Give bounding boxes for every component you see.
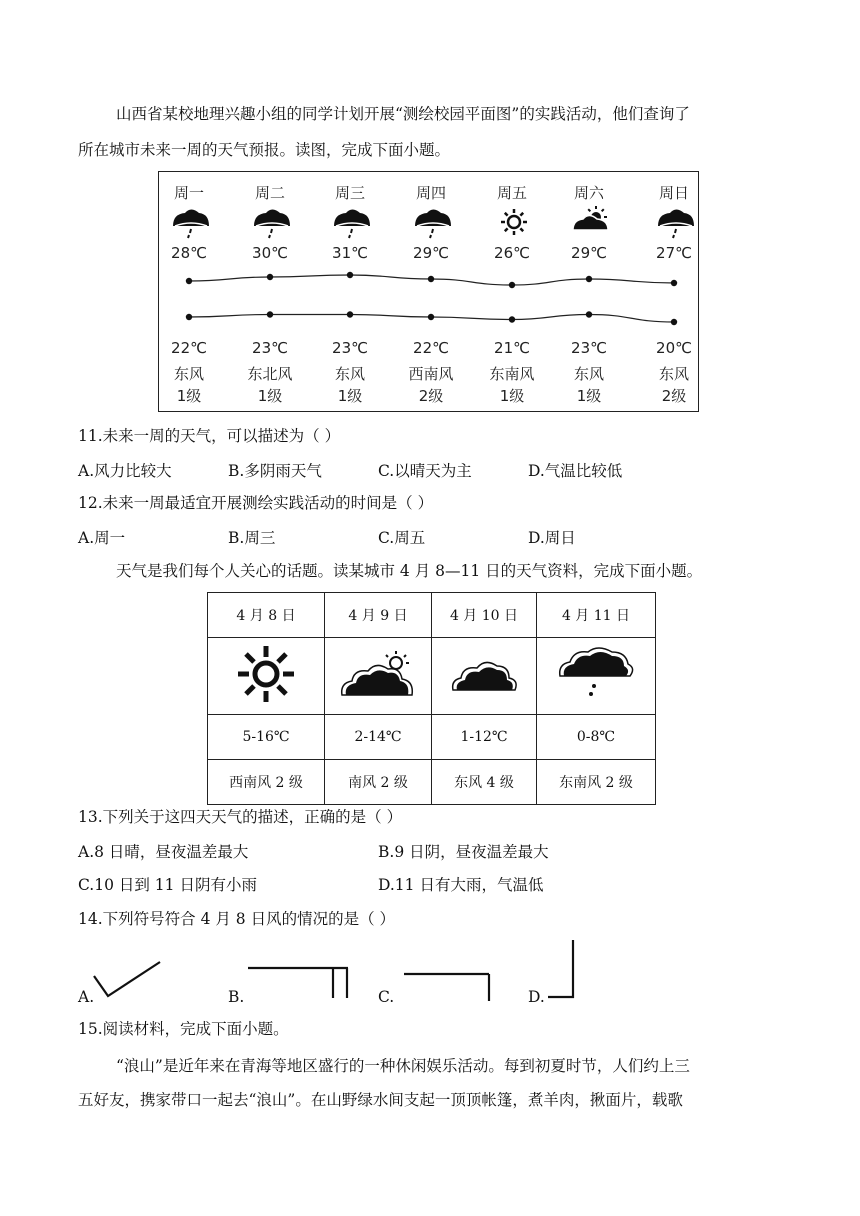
forecast-wind-dir-6: 东风: [573, 365, 605, 383]
q14-option-c[interactable]: C.: [378, 988, 395, 1006]
wind-cell-2: 南风 2 级: [325, 760, 432, 805]
date-cell-4: 4 月 11 日: [537, 593, 656, 638]
forecast-wind-dir-3: 东风: [334, 365, 366, 383]
forecast-wind-level-6: 1级: [576, 387, 602, 405]
forecast-day-7: 周日: [658, 184, 690, 202]
q13-option-d[interactable]: D.11 日有大雨，气温低: [378, 876, 544, 894]
forecast-wind-dir-2: 东北风: [247, 365, 293, 383]
forecast-day-5: 周五: [496, 184, 528, 202]
high-temp-point-4: [428, 276, 434, 282]
low-temp-point-5: [509, 316, 515, 322]
forecast-wind-level-3: 1级: [337, 387, 363, 405]
date-cell-1: 4 月 8 日: [208, 593, 325, 638]
q12-option-a[interactable]: A.周一: [78, 529, 126, 547]
forecast-low-label-1: 22℃: [171, 339, 207, 357]
q11-option-a[interactable]: A.风力比较大: [78, 462, 172, 480]
date-cell-2: 4 月 9 日: [325, 593, 432, 638]
icon-cell-4: [537, 638, 656, 715]
high-temp-point-1: [186, 278, 192, 284]
forecast-high-label-4: 29℃: [413, 244, 449, 262]
forecast-wind-dir-1: 东风: [173, 365, 205, 383]
temp-cell-3: 1-12℃: [432, 715, 537, 760]
low-temp-point-7: [671, 319, 677, 325]
high-temp-point-7: [671, 280, 677, 286]
low-temp-point-3: [347, 311, 353, 317]
q14-option-d[interactable]: D.: [528, 988, 545, 1006]
icon-cell-2: [325, 638, 432, 715]
low-temp-point-6: [586, 311, 592, 317]
forecast-low-label-2: 23℃: [252, 339, 288, 357]
forecast-wind-dir-4: 西南风: [408, 365, 454, 383]
forecast-day-6: 周六: [573, 184, 605, 202]
high-temp-point-6: [586, 276, 592, 282]
q13-stem: 13.下列关于这四天天气的描述，正确的是（ ）: [78, 808, 403, 826]
forecast-wind-level-4: 2级: [418, 387, 444, 405]
table-row-dates: [208, 593, 656, 638]
temp-cell-4: 0-8℃: [537, 715, 656, 760]
forecast-day-3: 周三: [334, 184, 366, 202]
icon-cell-1: [208, 638, 325, 715]
q13-option-c[interactable]: C.10 日到 11 日阴有小雨: [78, 876, 257, 894]
forecast-high-label-3: 31℃: [332, 244, 368, 262]
q12-stem: 12.未来一周最适宜开展测绘实践活动的时间是（ ）: [78, 494, 434, 512]
wind-symbol-d-icon[interactable]: [546, 938, 578, 1000]
forecast-day-1: 周一: [173, 184, 205, 202]
rain-cloud-icon: [254, 210, 290, 239]
sun-icon: [236, 644, 296, 704]
forecast-low-label-7: 20℃: [656, 339, 692, 357]
forecast-day-2: 周二: [254, 184, 286, 202]
forecast-high-label-7: 27℃: [656, 244, 692, 262]
partly-cloudy-icon: [338, 649, 418, 699]
low-temp-point-2: [267, 311, 273, 317]
icon-cell-3: [432, 638, 537, 715]
forecast-svg: [159, 172, 700, 413]
forecast-wind-level-1: 1级: [176, 387, 202, 405]
forecast-low-label-3: 23℃: [332, 339, 368, 357]
q14-option-a[interactable]: A.: [78, 988, 95, 1006]
rain-cloud-icon: [173, 210, 209, 239]
wind-cell-1: 西南风 2 级: [208, 760, 325, 805]
rain-cloud-icon: [334, 210, 370, 239]
table-row-icons: [208, 638, 656, 715]
q11-stem: 11.未来一周的天气，可以描述为（ ）: [78, 427, 341, 445]
q11-option-c[interactable]: C.以晴天为主: [378, 462, 472, 480]
table-row-winds: [208, 760, 656, 805]
high-temp-point-2: [267, 274, 273, 280]
weather-table: [207, 592, 656, 805]
table-row-temps: [208, 715, 656, 760]
q14-option-b[interactable]: B.: [228, 988, 245, 1006]
rain-cloud-icon: [658, 210, 694, 239]
low-temp-point-1: [186, 314, 192, 320]
forecast-low-label-4: 22℃: [413, 339, 449, 357]
cloudy-icon: [449, 654, 519, 694]
rain-cloud-icon: [556, 644, 636, 704]
wind-symbol-c-icon[interactable]: [402, 970, 494, 1002]
weekly-forecast-chart: [158, 171, 699, 412]
q15-material-line-2: 五好友，携家带口一起去“浪山”。在山野绿水间支起一顶顶帐篷，煮羊肉，揪面片，载歌: [78, 1091, 683, 1109]
q12-option-b[interactable]: B.周三: [228, 529, 276, 547]
forecast-wind-dir-7: 东风: [658, 365, 690, 383]
q15-material-line-1: “浪山”是近年来在青海等地区盛行的一种休闲娱乐活动。每到初夏时节，人们约上三: [116, 1057, 690, 1075]
q14-stem: 14.下列符号符合 4 月 8 日风的情况的是（ ）: [78, 910, 396, 928]
q13-option-b[interactable]: B.9 日阴，昼夜温差最大: [378, 843, 549, 861]
q13-option-a[interactable]: A.8 日晴，昼夜温差最大: [78, 843, 249, 861]
forecast-wind-level-7: 2级: [661, 387, 687, 405]
wind-symbol-a-icon[interactable]: [92, 958, 164, 1000]
sun-icon: [501, 209, 527, 235]
forecast-low-label-6: 23℃: [571, 339, 607, 357]
wind-cell-4: 东南风 2 级: [537, 760, 656, 805]
high-temp-point-5: [509, 282, 515, 288]
low-temp-point-4: [428, 314, 434, 320]
forecast-wind-level-5: 1级: [499, 387, 525, 405]
intro2: 天气是我们每个人关心的话题。读某城市 4 月 8—11 日的天气资料，完成下面小题。: [116, 562, 703, 580]
forecast-wind-level-2: 1级: [257, 387, 283, 405]
q12-option-d[interactable]: D.周日: [528, 529, 576, 547]
forecast-high-label-1: 28℃: [171, 244, 207, 262]
forecast-low-label-5: 21℃: [494, 339, 530, 357]
wind-cell-3: 东风 4 级: [432, 760, 537, 805]
q15-stem: 15.阅读材料，完成下面小题。: [78, 1020, 289, 1038]
partly-cloudy-icon: [573, 206, 608, 230]
q11-option-d[interactable]: D.气温比较低: [528, 462, 623, 480]
forecast-high-label-5: 26℃: [494, 244, 530, 262]
q11-option-b[interactable]: B.多阴雨天气: [228, 462, 322, 480]
q12-option-c[interactable]: C.周五: [378, 529, 426, 547]
temp-cell-1: 5-16℃: [208, 715, 325, 760]
high-temp-point-3: [347, 272, 353, 278]
temp-cell-2: 2-14℃: [325, 715, 432, 760]
date-cell-3: 4 月 10 日: [432, 593, 537, 638]
intro-line-1: 山西省某校地理兴趣小组的同学计划开展“测绘校园平面图”的实践活动，他们查询了: [116, 105, 690, 123]
forecast-high-label-2: 30℃: [252, 244, 288, 262]
wind-symbol-b-icon[interactable]: [246, 964, 352, 1000]
forecast-high-label-6: 29℃: [571, 244, 607, 262]
forecast-day-4: 周四: [415, 184, 447, 202]
intro-line-2: 所在城市未来一周的天气预报。读图，完成下面小题。: [78, 141, 451, 159]
rain-cloud-icon: [415, 210, 451, 239]
forecast-wind-dir-5: 东南风: [489, 365, 535, 383]
